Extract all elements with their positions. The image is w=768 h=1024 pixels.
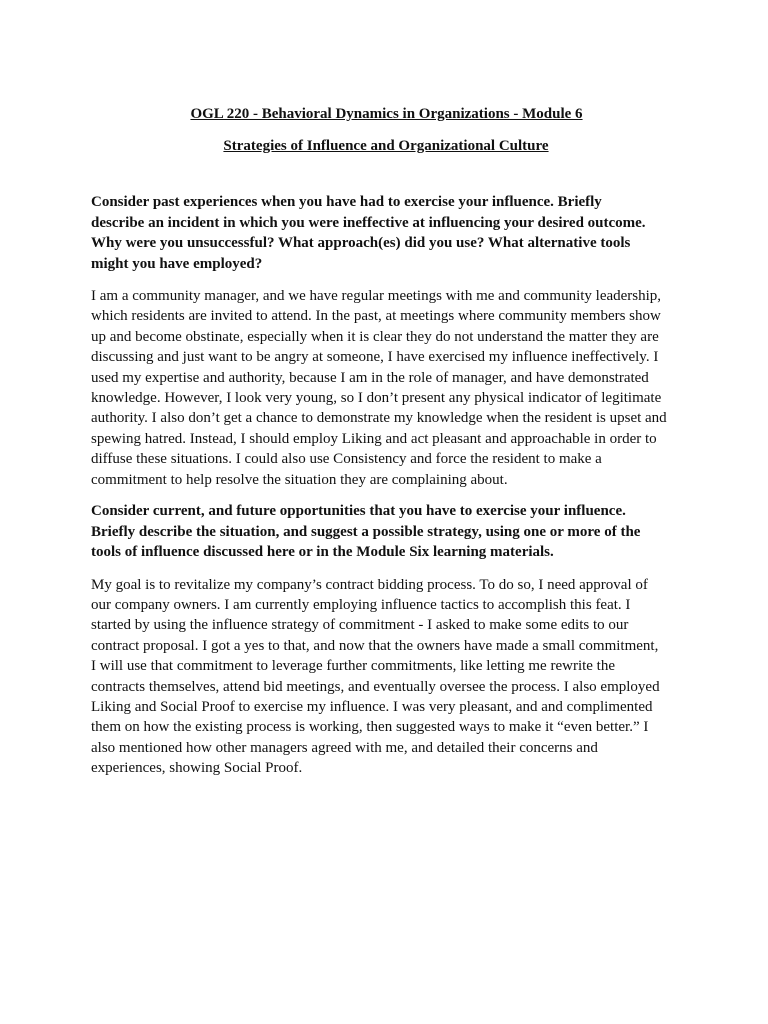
answer-1: I am a community manager, and we have regular meetings with me and community leadership, which residents are invited to attend. In the past, at meetings where community members show up and become obstinate, especially when it is clear they do not understand the matter they are discussing and just want to be angry at someone, I have exercised my influence ineffectively. I used my expertise and authority, because I am in the role of manager, and have demonstrated knowledge. However, I look very young, so I don’t present any physical indicator of legitimate authority. I also don’t get a chance to demonstrate my knowledge when the resident is upset and spewing hatred. Instead, I should employ Liking and act pleasant and approachable in order to diffuse these situations. I could also use Consistency and force the resident to make a commitment to help resolve the situation they are complaining about. (91, 288, 667, 488)
question-2: Consider current, and future opportunities that you have to exercise your influence. Briefly describe the situation, and suggest a possible strategy, using one or more of the tools of influence discussed here or in the Module Six learning materials. (91, 503, 641, 561)
document-subtitle: Strategies of Influence and Organizational Culture (223, 138, 549, 154)
answer-2: My goal is to revitalize my company’s contract bidding process. To do so, I need approval of our company owners. I am currently employing influence tactics to accomplish this feat. I started by using the influence strategy of commitment - I asked to make some edits to our contract proposal. I got a yes to that, and now that the owners have made a small commitment, I will use that commitment to leverage further commitments, like letting me rewrite the contracts themselves, attend bid meetings, and eventually oversee the process. I also employed Liking and Social Proof to exercise my influence. I was very pleasant, and and complimented them on how the existing process is working, then suggested ways to make it “even better.” I also mentioned how other managers agreed with me, and detailed their concerns and experiences, showing Social Proof. (91, 576, 660, 777)
document-body (91, 104, 681, 779)
question-1: Consider past experiences when you have had to exercise your influence. Briefly describe an incident in which you were ineffective at influencing your desired outcome. Why were you unsuccessful? What approach(es) did you use? What alternative tools might you have employed? (91, 194, 646, 272)
document-title: OGL 220 - Behavioral Dynamics in Organizations - Module 6 (190, 106, 583, 122)
